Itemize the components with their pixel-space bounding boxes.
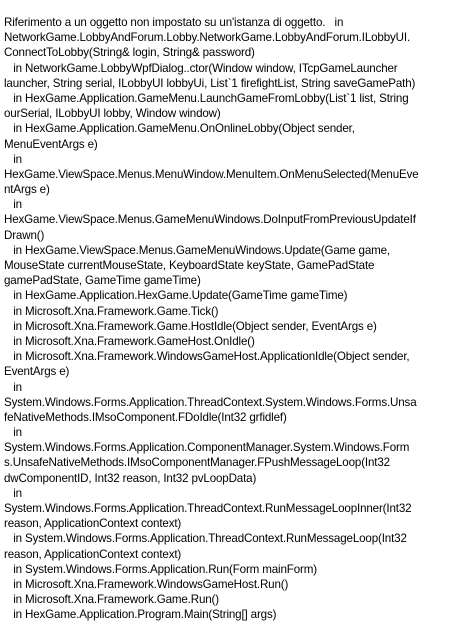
stack-trace-line: in (4, 426, 22, 440)
stack-trace-line: in Microsoft.Xna.Framework.WindowsGameHost.ApplicationIdle(Object sender, (4, 350, 410, 364)
stack-trace-line: in HexGame.Application.HexGame.Update(GameTime gameTime) (4, 289, 348, 303)
stack-trace-line: in HexGame.Application.GameMenu.OnOnlineLobby(Object sender, (4, 122, 355, 136)
stack-trace-line: ourSerial, ILobbyUI lobby, Window window) (4, 107, 221, 121)
stack-trace-line: HexGame.ViewSpace.Menus.MenuWindow.MenuItem.OnMenuSelected(MenuEve (4, 167, 419, 181)
stack-trace-line: in HexGame.Application.Program.Main(String[] args) (4, 608, 277, 622)
stack-trace-line: EventArgs e) (4, 365, 70, 379)
stack-trace-line: dwComponentID, Int32 reason, Int32 pvLoopData) (4, 471, 257, 485)
stack-trace-line: ConnectToLobby(String& login, String& password) (4, 46, 255, 60)
stack-trace-line: in NetworkGame.LobbyWpfDialog..ctor(Window window, ITcpGameLauncher (4, 61, 398, 75)
stack-trace-line: in (4, 152, 22, 166)
stack-trace-line: feNativeMethods.IMsoComponent.FDoIdle(Int32 grfidlef) (4, 410, 287, 424)
stack-trace-line: System.Windows.Forms.Application.ThreadContext.RunMessageLoopInner(Int32 (4, 502, 412, 515)
stack-trace-line: MouseState currentMouseState, KeyboardState keyState, GamePadState (4, 259, 375, 272)
stack-trace-line: in Microsoft.Xna.Framework.GameHost.OnIdle() (4, 334, 255, 348)
stack-trace-line: in (4, 198, 22, 212)
stack-trace-line: NetworkGame.LobbyAndForum.Lobby.NetworkGame.LobbyAndForum.ILobbyUI. (4, 31, 411, 45)
stack-trace-line: s.UnsafeNativeMethods.IMsoComponentManager.FPushMessageLoop(Int32 (4, 456, 390, 470)
stack-trace-line: MenuEventArgs e) (4, 137, 98, 151)
stack-trace-line: launcher, String serial, ILobbyUI lobbyUi, List`1 firefightList, String saveGamePath) (4, 76, 416, 90)
stack-trace-line: reason, ApplicationContext context) (4, 547, 182, 561)
stack-trace-line: in Microsoft.Xna.Framework.Game.HostIdle(Object sender, EventArgs e) (4, 319, 377, 333)
stack-trace-line: in Microsoft.Xna.Framework.Game.Run() (4, 593, 219, 607)
stack-trace-line: Drawn() (4, 228, 45, 242)
error-message (4, 15, 449, 623)
stack-trace-line: in Microsoft.Xna.Framework.Game.Tick() (4, 304, 219, 318)
stack-trace-line: in Microsoft.Xna.Framework.WindowsGameHost.Run() (4, 577, 289, 591)
stack-trace-line: ntArgs e) (4, 183, 50, 197)
stack-trace-line: HexGame.ViewSpace.Menus.GameMenuWindows.DoInputFromPreviousUpdateIf (4, 213, 416, 227)
stack-trace-line: Riferimento a un oggetto non impostato su un'istanza di oggetto. in (4, 16, 344, 29)
stack-trace-line: reason, ApplicationContext context) (4, 517, 182, 531)
stack-trace-line: in (4, 380, 22, 394)
stack-trace-line: in (4, 486, 22, 500)
stack-trace-line: System.Windows.Forms.Application.ComponentManager.System.Windows.Form (4, 441, 410, 455)
stack-trace-line: System.Windows.Forms.Application.ThreadContext.System.Windows.Forms.Unsa (4, 395, 417, 409)
stack-trace-line: gamePadState, GameTime gameTime) (4, 274, 201, 288)
stack-trace-line: in HexGame.ViewSpace.Menus.GameMenuWindows.Update(Game game, (4, 243, 390, 257)
stack-trace-line: in System.Windows.Forms.Application.ThreadContext.RunMessageLoop(Int32 (4, 532, 407, 546)
stack-trace-line: in System.Windows.Forms.Application.Run(Form mainForm) (4, 562, 317, 576)
stack-trace-line: in HexGame.Application.GameMenu.LaunchGameFromLobby(List`1 list, String (4, 91, 409, 105)
